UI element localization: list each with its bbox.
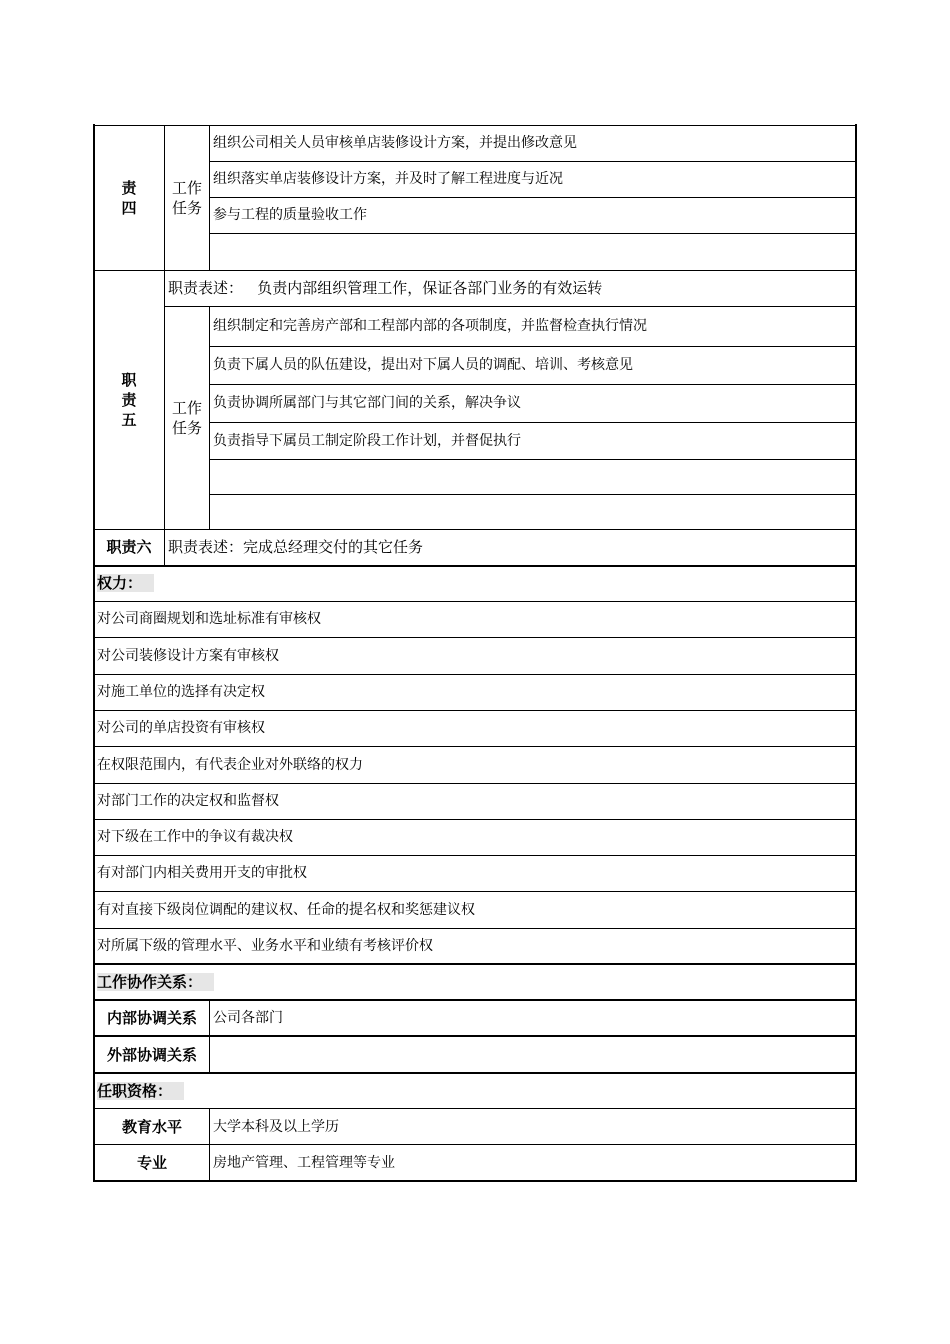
- qualification-education-value: 大学本科及以上学历: [213, 1119, 339, 1135]
- authority-item-9: 有对直接下级岗位调配的建议权、任命的提名权和奖惩建议权: [97, 901, 475, 918]
- authority-item-1: 对公司商圈规划和选址标准有审核权: [97, 611, 321, 627]
- section-divider: [93, 999, 857, 1001]
- duty5-task-label-line1: 工作: [171, 398, 202, 417]
- duty5-label-line3: 五: [121, 410, 137, 429]
- divider: [93, 270, 857, 271]
- duty5-label: [94, 270, 164, 529]
- authority-item-8: 有对部门内相关费用开支的审批权: [97, 865, 307, 881]
- duty4-label-line1: 责: [121, 178, 137, 197]
- duty5-task-label-line2: 任务: [171, 418, 202, 437]
- authority-item-4: 对公司的单店投资有审核权: [97, 720, 265, 736]
- duty5-label-line1: 职: [121, 370, 137, 389]
- duty5-task-2: 负责下属人员的队伍建设，提出对下属人员的调配、培训、考核意见: [213, 357, 633, 373]
- divider: [93, 674, 857, 675]
- duty5-task-5: [213, 459, 853, 494]
- cooperation-heading: 工作协作关系：: [97, 964, 853, 1000]
- divider: [93, 1144, 857, 1145]
- divider: [209, 346, 856, 347]
- divider: [209, 306, 210, 529]
- divider: [164, 306, 856, 307]
- divider: [209, 422, 856, 423]
- duty5-description: 职责表述： 负责内部组织管理工作，保证各部门业务的有效运转: [168, 279, 603, 297]
- authority-heading: 权力：: [97, 565, 853, 601]
- cooperation-internal-value: 公司各部门: [213, 1010, 283, 1026]
- duty5-label-line2: 责: [121, 390, 137, 409]
- duty4-task-2: 组织落实单店装修设计方案，并及时了解工程进度与近况: [213, 171, 563, 187]
- duty6-label: 职责六: [106, 538, 152, 556]
- duty5-task-4: 负责指导下属员工制定阶段工作计划，并督促执行: [213, 432, 521, 449]
- section-divider: [93, 565, 857, 567]
- authority-item-2: 对公司装修设计方案有审核权: [97, 647, 279, 664]
- authority-item-7: 对下级在工作中的争议有裁决权: [97, 829, 293, 845]
- authority-item-3: 对施工单位的选择有决定权: [97, 684, 265, 700]
- duty4-task-label: [164, 125, 210, 270]
- duty4-task-3: 参与工程的质量验收工作: [213, 207, 367, 223]
- duty4-task-label-line2: 任务: [171, 198, 202, 217]
- cooperation-external-label: 外部协调关系: [106, 1045, 197, 1064]
- divider: [93, 746, 857, 747]
- qualification-major-value: 房地产管理、工程管理等专业: [213, 1155, 395, 1171]
- duty5-task-label: [164, 306, 210, 529]
- divider: [93, 928, 857, 929]
- duty5-task-3: 负责协调所属部门与其它部门间的关系，解决争议: [213, 395, 521, 411]
- divider: [93, 601, 857, 602]
- duty6-description: 职责表述：完成总经理交付的其它任务: [168, 538, 424, 556]
- duty4-task-4: [213, 233, 853, 270]
- divider: [209, 494, 856, 495]
- divider: [209, 197, 856, 198]
- authority-item-6: 对部门工作的决定权和监督权: [97, 793, 279, 809]
- divider: [209, 384, 856, 385]
- duty5-task-6: [213, 494, 853, 529]
- divider: [164, 125, 165, 565]
- divider: [209, 1109, 210, 1181]
- divider: [93, 125, 857, 126]
- divider: [93, 637, 857, 638]
- qualification-education-label: 教育水平: [121, 1118, 182, 1136]
- authority-item-10: 对所属下级的管理水平、业务水平和业绩有考核评价权: [97, 938, 433, 954]
- section-divider: [93, 963, 857, 965]
- divider: [93, 855, 857, 856]
- cooperation-external-value: [213, 1036, 853, 1073]
- divider: [93, 529, 857, 530]
- divider: [93, 710, 857, 711]
- table-border-right: [855, 124, 857, 1182]
- duty4-label-line2: 四: [121, 198, 137, 217]
- qualification-major-label: 专业: [136, 1154, 167, 1172]
- cooperation-internal-label: 内部协调关系: [106, 1009, 197, 1027]
- authority-item-5: 在权限范围内，有代表企业对外联络的权力: [97, 756, 363, 773]
- qualification-heading: 任职资格：: [97, 1073, 853, 1109]
- divider: [93, 1108, 857, 1109]
- duty4-label: [94, 125, 164, 270]
- divider: [209, 233, 856, 234]
- table-border-bottom: [93, 1180, 857, 1182]
- section-divider: [93, 1072, 857, 1074]
- duty4-task-1: 组织公司相关人员审核单店装修设计方案，并提出修改意见: [213, 135, 577, 151]
- divider: [93, 783, 857, 784]
- duty4-task-label-line1: 工作: [171, 178, 202, 197]
- section-divider: [93, 1035, 857, 1037]
- duty5-task-1: 组织制定和完善房产部和工程部内部的各项制度，并监督检查执行情况: [213, 318, 647, 334]
- divider: [209, 459, 856, 460]
- divider: [93, 891, 857, 892]
- divider: [209, 161, 856, 162]
- table-border-left: [93, 124, 95, 1182]
- divider: [93, 819, 857, 820]
